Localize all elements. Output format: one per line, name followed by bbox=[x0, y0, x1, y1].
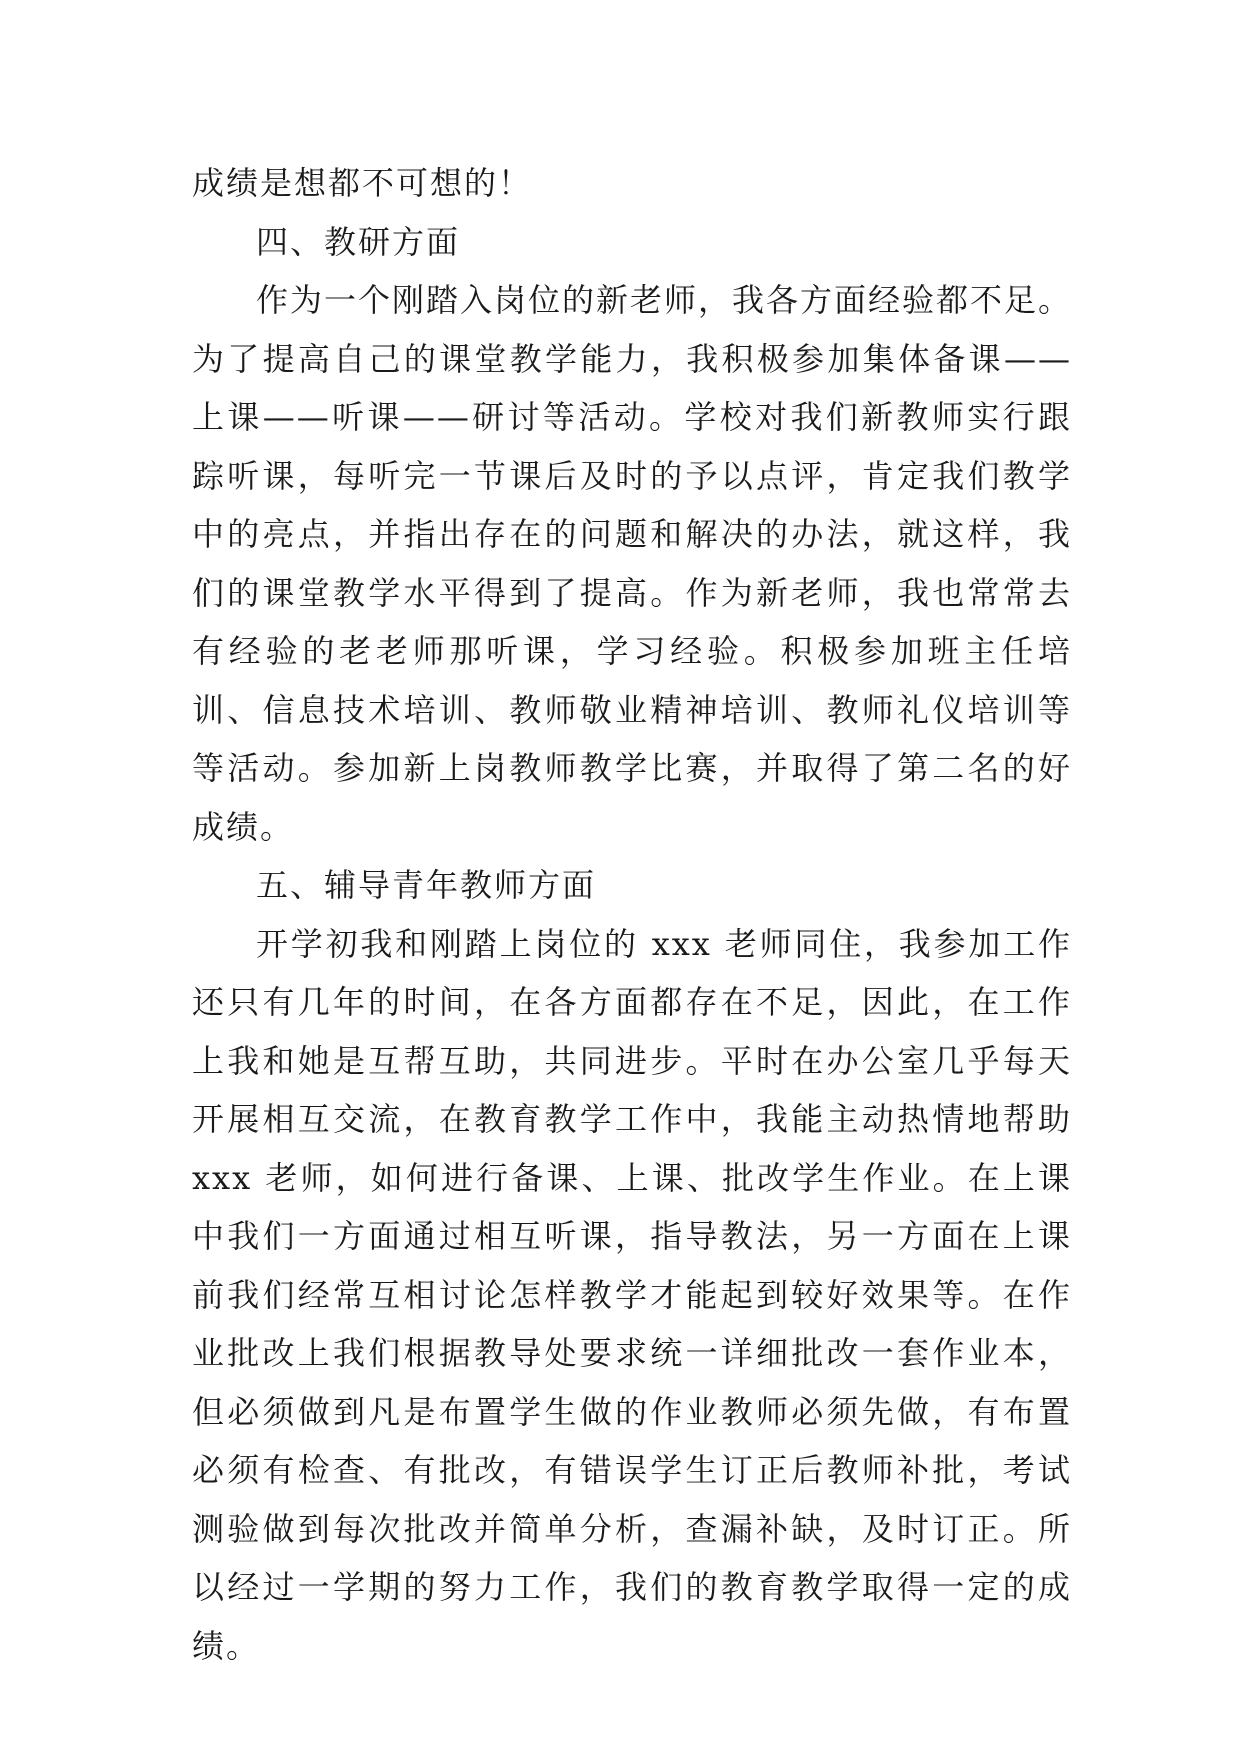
document-body bbox=[192, 154, 1072, 1675]
section-heading-mentoring: 五、辅导青年教师方面 bbox=[256, 866, 597, 904]
section-heading-teaching-research: 四、教研方面 bbox=[256, 222, 461, 261]
paragraph-mentoring: 开学初我和刚踏上岗位的 xxx 老师同住，我参加工作还只有几年的时间，在各方面都存在不足，因此，在工作上我和她是互帮互助，共同进步。平时在办公室几乎每天开展相互交流，在教育教学工作中，我能主动热情地帮助 xxx 老师，如何进行备课、上课、批改学生作业。在上课中我们一方面通过相互听课，指导教法，另一方面在上课前我们经常互相讨论怎样教学才能起到较好效果等。在作业批改上我们根据教导处要求统一详细批改一套作业本，但必须做到凡是布置学生做的作业教师必须先做，有布置必须有检查、有批改，有错误学生订正后教师补批，考试测验做到每次批改并简单分析，查漏补缺，及时订正。所以经过一学期的努力工作，我们的教育教学取得一定的成绩。 bbox=[192, 924, 1072, 1665]
paragraph-continuation: 成绩是想都不可想的！ bbox=[192, 164, 533, 202]
paragraph-teaching-research: 作为一个刚踏入岗位的新老师，我各方面经验都不足。为了提高自己的课堂教学能力，我积极参加集体备课——上课——听课——研讨等活动。学校对我们新教师实行跟踪听课，每听完一节课后及时的予以点评，肯定我们教学中的亮点，并指出存在的问题和解决的办法，就这样，我们的课堂教学水平得到了提高。作为新老师，我也常常去有经验的老老师那听课，学习经验。积极参加班主任培训、信息技术培训、教师敬业精神培训、教师礼仪培训等等活动。参加新上岗教师教学比赛，并取得了第二名的好成绩。 bbox=[192, 281, 1073, 846]
